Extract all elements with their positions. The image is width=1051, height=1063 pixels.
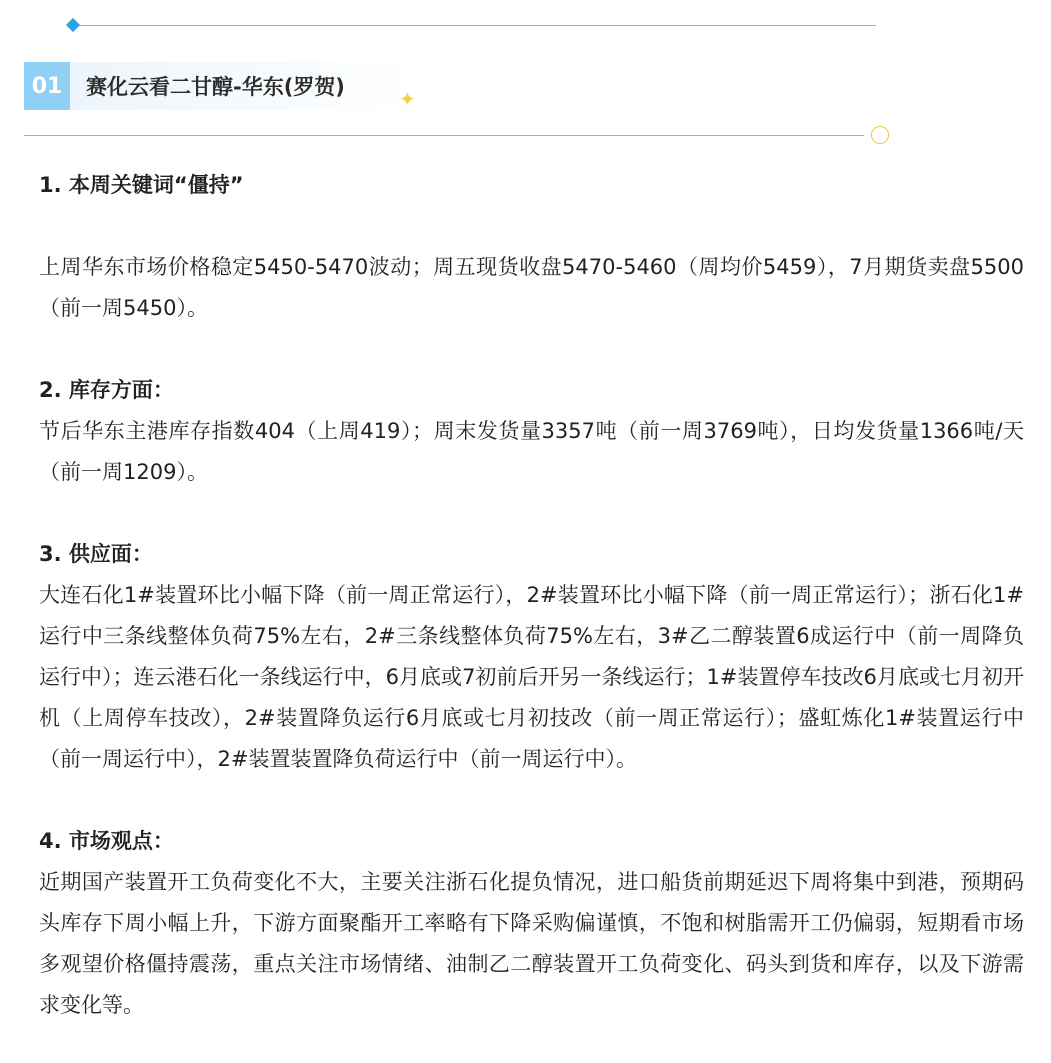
sparkle-icon: ✦ (399, 87, 416, 111)
circle-ornament-icon (871, 126, 889, 144)
paragraph-inventory: 节后华东主港库存指数404（上周419）；周末发货量3357吨（前一周3769吨），日均发货量1366吨/天（前一周1209）。 (39, 419, 1024, 484)
header-bottom-divider (24, 135, 864, 136)
heading-keyword: 1. 本周关键词“僵持” (39, 173, 244, 197)
paragraph-price: 上周华东市场价格稳定5450-5470波动；周五现货收盘5470-5460（周均价5459），7月期货卖盘5500（前一周5450）。 (39, 255, 1024, 320)
heading-supply: 3. 供应面： (39, 542, 153, 566)
section-number-badge: 01 (24, 62, 70, 110)
section-title: 赛化云看二甘醇-华东(罗贺) (86, 75, 345, 99)
article-body (39, 165, 1024, 1026)
spacer (39, 329, 1024, 370)
diamond-ornament-icon (66, 18, 80, 32)
spacer (39, 206, 1024, 247)
heading-inventory: 2. 库存方面： (39, 378, 174, 402)
spacer (39, 780, 1024, 821)
section-header (24, 62, 419, 110)
spacer (39, 493, 1024, 534)
heading-market-view: 4. 市场观点： (39, 829, 174, 853)
header-top-divider (72, 25, 876, 26)
paragraph-market-view: 近期国产装置开工负荷变化不大，主要关注浙石化提负情况，进口船货前期延迟下周将集中到港，预期码头库存下周小幅上升，下游方面聚酯开工率略有下降采购偏谨慎，不饱和树脂需开工仍偏弱，短期看市场多观望价格僵持震荡，重点关注市场情绪、油制乙二醇装置开工负荷变化、码头到货和库存，以及下游需求变化等。 (39, 870, 1024, 1017)
paragraph-supply: 大连石化1#装置环比小幅下降（前一周正常运行），2#装置环比小幅下降（前一周正常运行）；浙石化1#运行中三条线整体负荷75%左右，2#三条线整体负荷75%左右，3#乙二醇装置6成运行中（前一周降负运行中）；连云港石化一条线运行中，6月底或7初前后开另一条线运行；1#装置停车技改6月底或七月初开机（上周停车技改），2#装置降负运行6月底或七月初技改（前一周正常运行）；盛虹炼化1#装置运行中（前一周运行中），2#装置装置降负荷运行中（前一周运行中）。 (39, 583, 1024, 771)
